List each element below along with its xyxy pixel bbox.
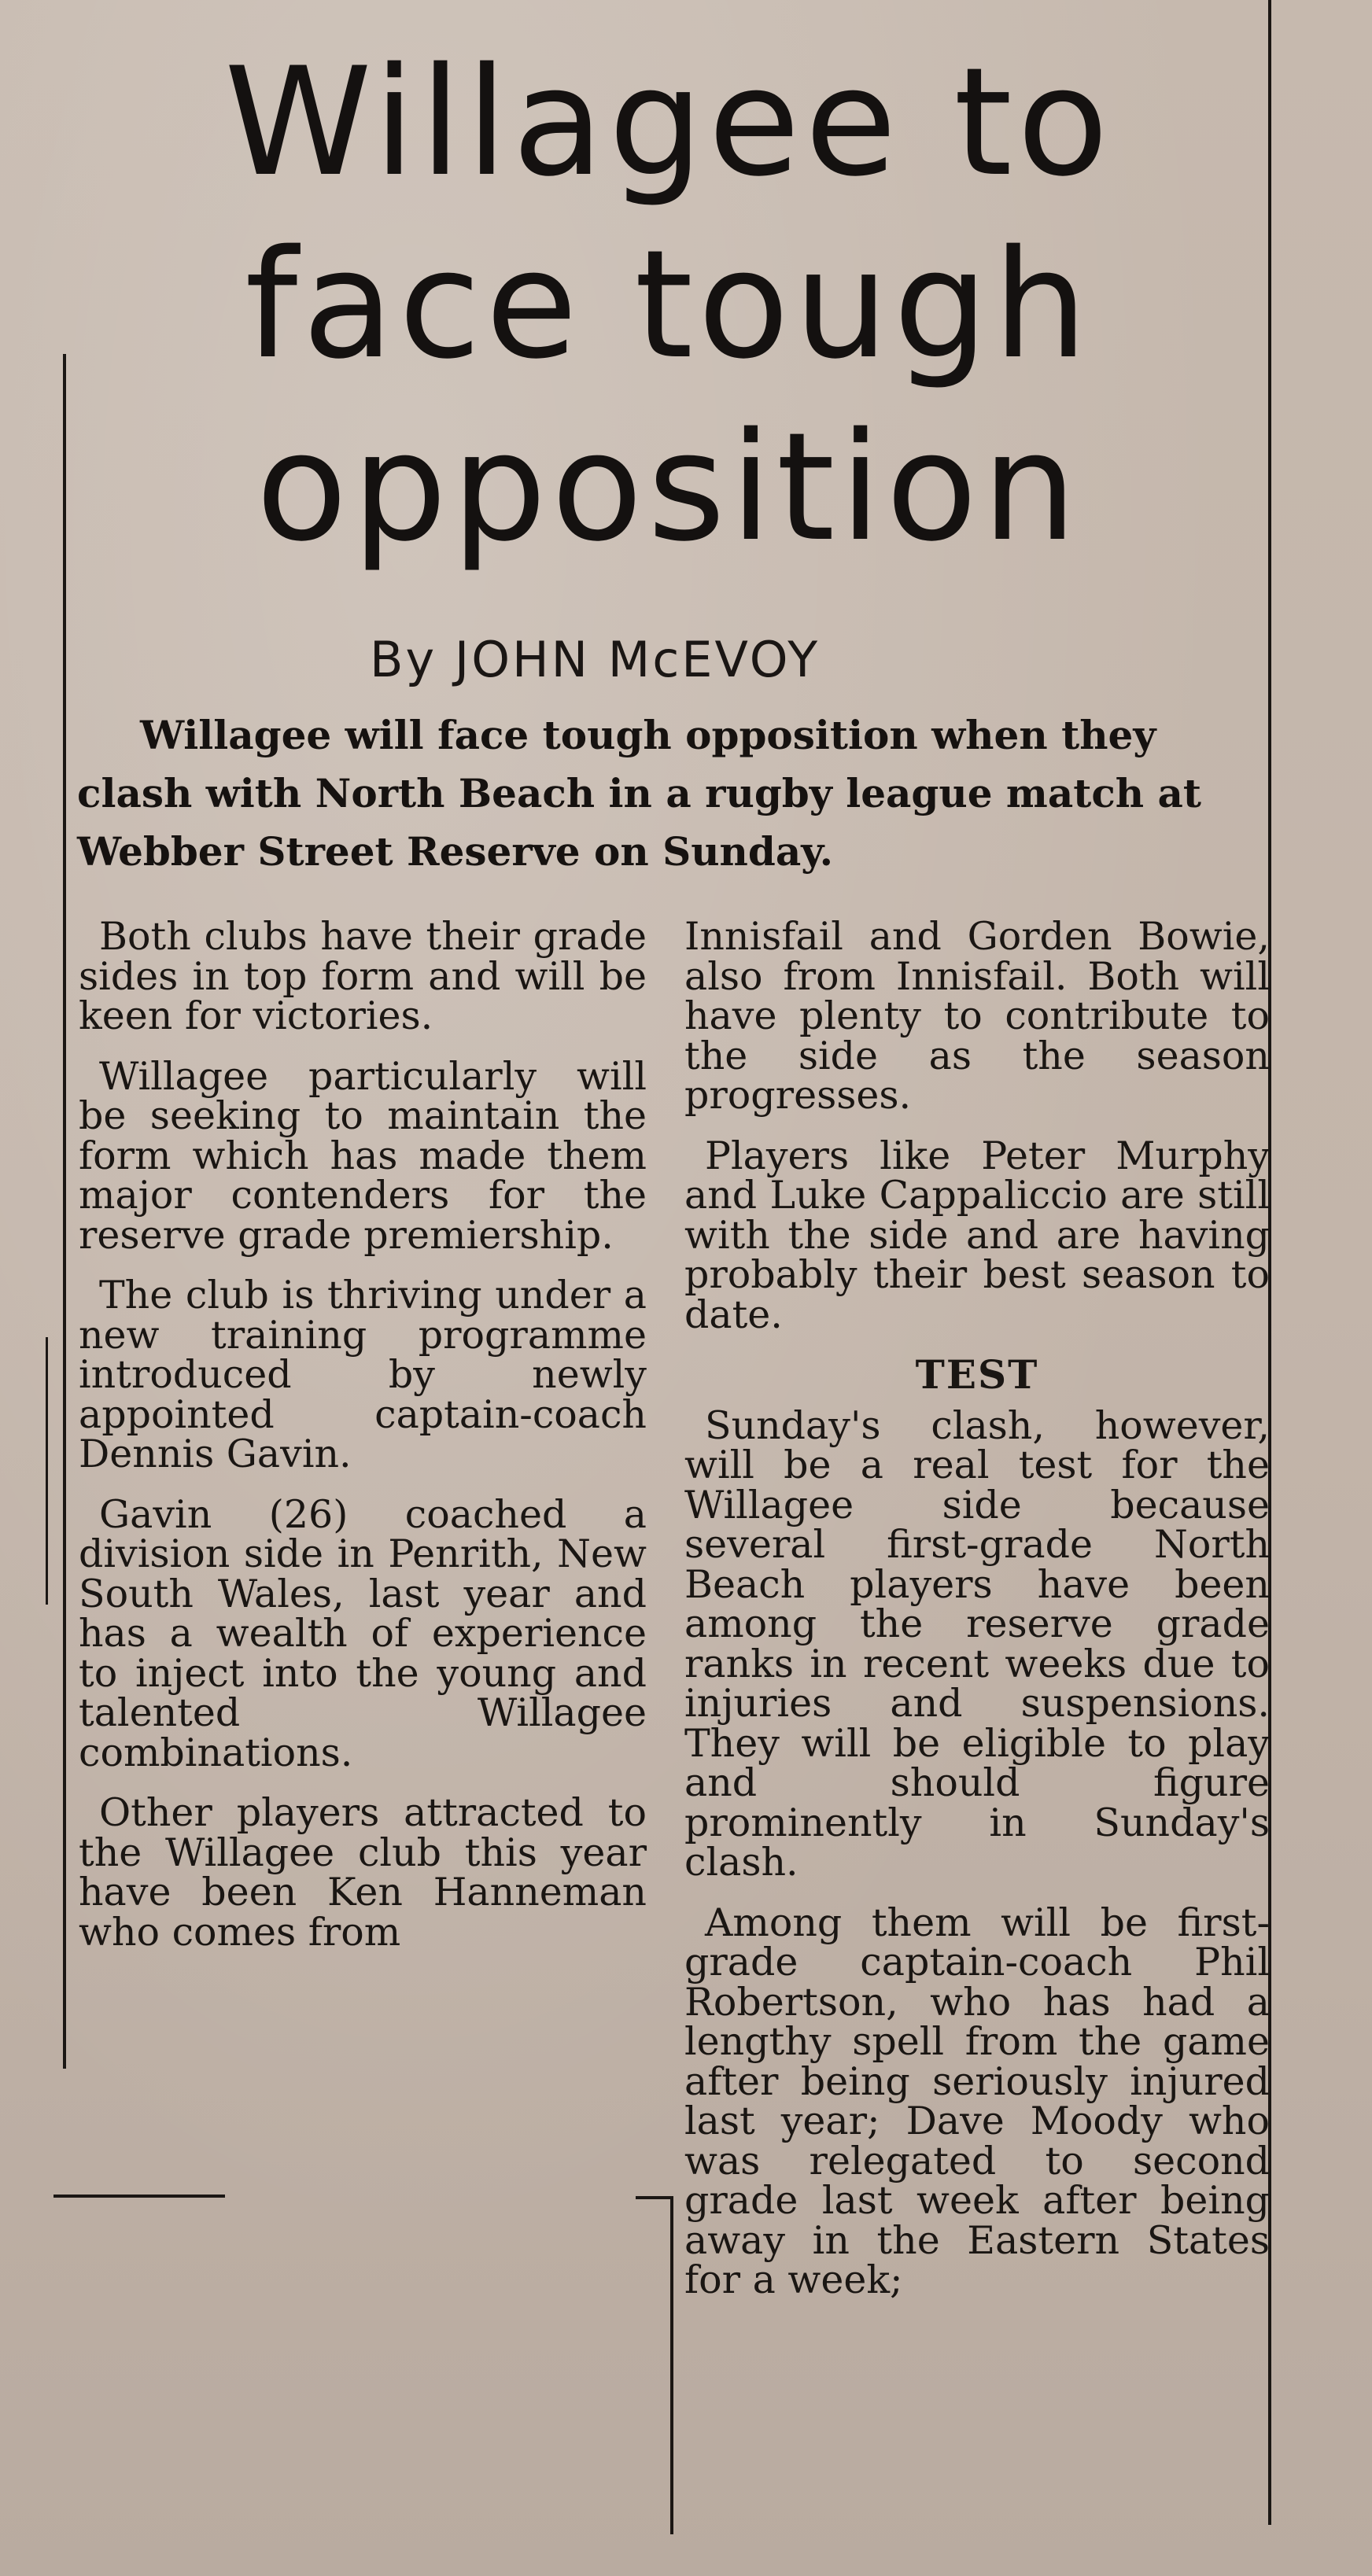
paragraph: Players like Peter Murphy and Luke Cappaliccio are still with the side and are having probably their best season to date. — [684, 1133, 1270, 1337]
intro-text: Willagee will face tough opposition when they clash with North Beach in a rugby league match at Webber Street Reserve on Sunday. — [77, 712, 1202, 875]
left-column-rule — [63, 354, 66, 2069]
right-column — [684, 914, 1270, 2321]
headline: Willagee to face tough opposition — [223, 35, 1114, 574]
mid-left-rule — [46, 1337, 48, 1605]
paragraph-continued: Innisfail and Gorden Bowie, also from Innisfail. Both will have plenty to contribute to the side as the season progresses. — [684, 914, 1270, 1118]
paragraph: Among them will be first-grade captain-coach Phil Robertson, who has had a lengthy spell from the game after being seriously injured last year; Dave Moody who was relegated to second grade last week after being away in the Eastern States for a week; — [684, 1900, 1270, 2302]
jog-rule-horizontal — [636, 2196, 673, 2199]
bottom-rule — [53, 2195, 225, 2198]
jog-rule-vertical — [670, 2196, 673, 2534]
byline: By JOHN McEVOY — [370, 631, 821, 688]
paragraph: Gavin (26) coached a division side in Penrith, New South Wales, last year and has a wealth of experience to inject into the young and talented Willagee combinations. — [79, 1491, 647, 1775]
subhead: TEST — [915, 1351, 1039, 1398]
left-column — [79, 914, 647, 1973]
intro-paragraph — [77, 706, 1267, 881]
paragraph: The club is thriving under a new training programme introduced by newly appointed captain-coach Dennis Gavin. — [79, 1273, 647, 1476]
paragraph: Both clubs have their grade sides in top form and will be keen for victories. — [79, 914, 647, 1038]
paragraph: Willagee particularly will be seeking to maintain the form which has made them major contenders for the reserve grade premiership. — [79, 1053, 647, 1258]
paragraph: Sunday's clash, however, will be a real test for the Willagee side because several first-grade North Beach players have been among the reserve grade ranks in recent weeks due to injuries and suspensions. They will be eligible to play and should figure prominently in Sunday's clash. — [684, 1402, 1270, 1885]
paragraph: Other players attracted to the Willagee club this year have been Ken Hanneman who comes from — [79, 1790, 647, 1955]
